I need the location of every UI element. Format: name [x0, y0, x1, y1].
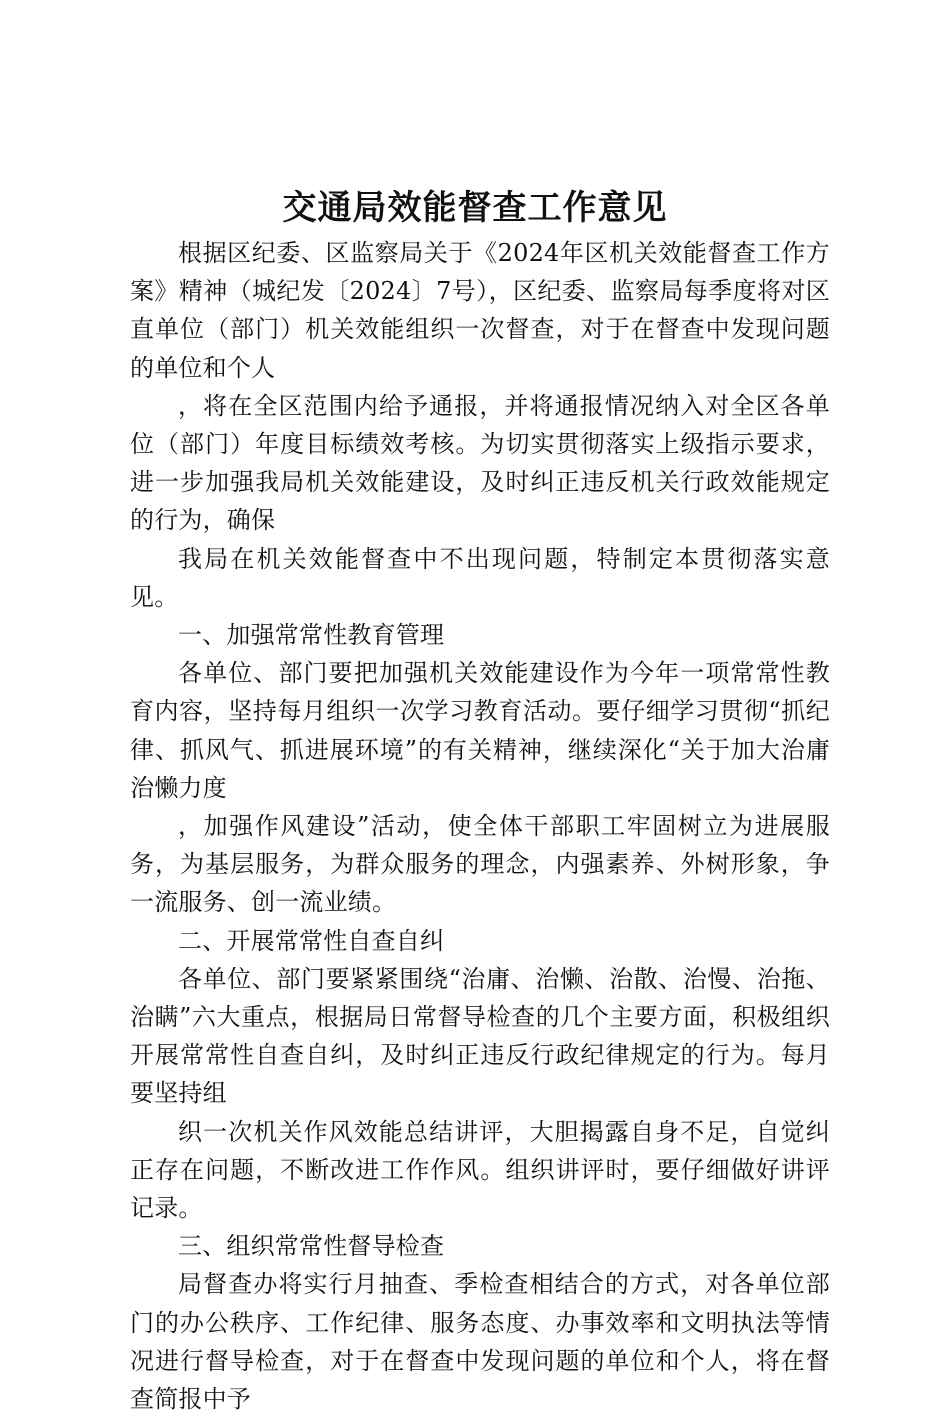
document-body [130, 234, 830, 1418]
paragraph-section1-1: 各单位、部门要把加强机关效能建设作为今年一项常常性教育内容，坚持每月组织一次学习教育活动。要仔细学习贯彻“抓纪律、抓风气、抓进展环境”的有关精神，继续深化“关于加大治庸治懒力度 [130, 659, 830, 802]
section-heading-3: 三、组织常常性督导检查 [178, 1232, 445, 1261]
paragraph-intro-2: ，将在全区范围内给予通报，并将通报情况纳入对全区各单位（部门）年度目标绩效考核。为切实贯彻落实上级指示要求，进一步加强我局机关效能建设，及时纠正违反机关行政效能规定的行为，确保 [130, 391, 830, 535]
paragraph-section3-1: 局督查办将实行月抽查、季检查相结合的方式，对各单位部门的办公秩序、工作纪律、服务态度、办事效率和文明执法等情况进行督导检查，对于在督查中发现问题的单位和个人，将在督查简报中予 [130, 1270, 830, 1414]
paragraph-intro-3: 我局在机关效能督查中不出现问题，特制定本贯彻落实意见。 [130, 544, 830, 611]
paragraph-section2-1: 各单位、部门要紧紧围绕“治庸、治懒、治散、治慢、治拖、治瞒”六大重点，根据局日常督导检查的几个主要方面，积极组织开展常常性自查自纠，及时纠正违反行政纪律规定的行为。每月要坚持组 [130, 964, 830, 1108]
section-heading-1: 一、加强常常性教育管理 [178, 621, 445, 650]
document-title: 交通局效能督查工作意见 [282, 188, 668, 228]
paragraph-intro-1: 根据区纪委、区监察局关于《2024年区机关效能督查工作方案》精神（城纪发〔2024〕7号），区纪委、监察局每季度将对区直单位（部门）机关效能组织一次督查，对于在督查中发现问题的单位和个人 [130, 239, 830, 382]
paragraph-section1-2: ，加强作风建设”活动，使全体干部职工牢固树立为进展服务，为基层服务，为群众服务的理念，内强素养、外树形象，争一流服务、创一流业绩。 [130, 812, 830, 917]
paragraph-section2-2: 织一次机关作风效能总结讲评，大胆揭露自身不足，自觉纠正存在问题，不断改进工作作风。组织讲评时，要仔细做好讲评记录。 [130, 1117, 830, 1223]
section-heading-2: 二、开展常常性自查自纠 [178, 926, 445, 955]
